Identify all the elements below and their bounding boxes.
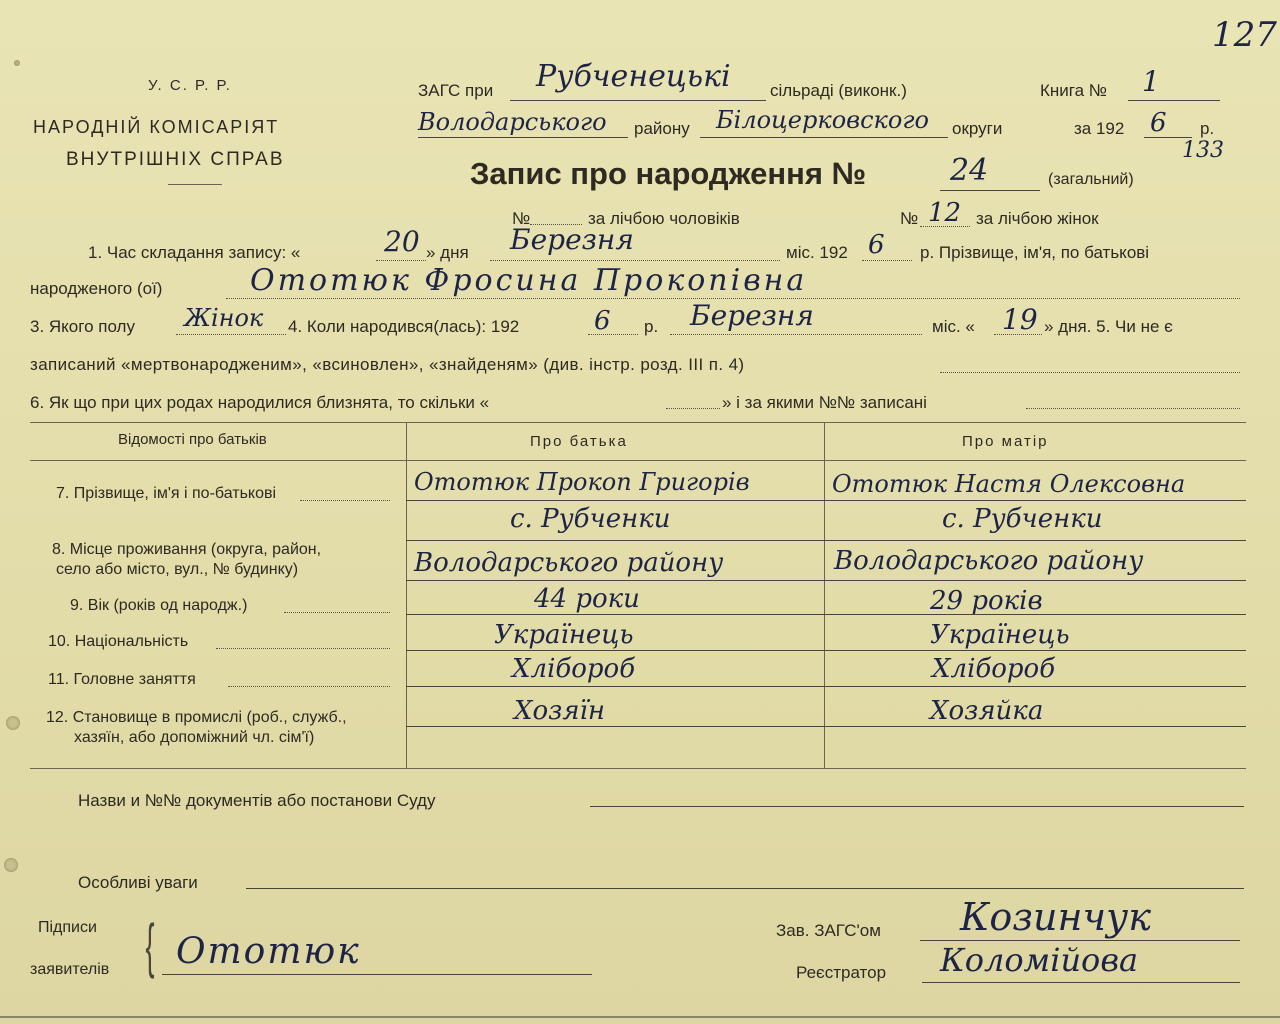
father-name-handwritten: Ототюк Прокоп Григорів xyxy=(414,468,750,496)
registrar-label: Реєстратор xyxy=(796,963,887,982)
female-number-handwritten: 12 xyxy=(928,198,962,228)
row7-label: 7. Прізвище, ім'я і по-батькові xyxy=(56,485,277,502)
field4-r: р. xyxy=(644,317,659,336)
row7-dots xyxy=(300,500,390,501)
record-day-handwritten: 20 xyxy=(384,225,420,258)
field1-label: 1. Час складання запису: « xyxy=(88,243,301,262)
commissariat-line1: НАРОДНІЙ КОМІСАРІЯТ xyxy=(33,117,280,137)
book-number-handwritten: 1 xyxy=(1142,65,1160,98)
header-divider xyxy=(168,184,222,185)
table-col-divider xyxy=(406,422,407,768)
birth-year-handwritten: 6 xyxy=(594,306,611,336)
notes-underline xyxy=(246,888,1244,889)
record-number-underline xyxy=(940,190,1040,191)
field1-tail: р. Прізвище, ім'я, по батькові xyxy=(920,243,1150,262)
mother-name-handwritten: Ототюк Настя Олексовна xyxy=(832,470,1186,498)
female-no-dots xyxy=(920,226,970,227)
punch-hole xyxy=(6,716,20,730)
book-no-underline xyxy=(1128,100,1220,101)
child-name-handwritten: Ототюк Фросина Прокопівна xyxy=(250,263,808,298)
birth-day-handwritten: 19 xyxy=(1002,303,1038,336)
district-underline xyxy=(418,137,628,138)
row9-rule xyxy=(406,614,1246,615)
head-signature: Козинчук xyxy=(960,895,1151,939)
male-count-label: за лічбою чоловіків xyxy=(588,209,740,228)
field4-month-dots xyxy=(670,334,922,335)
declarant-underline xyxy=(162,974,592,975)
table-top-rule xyxy=(30,422,1246,423)
year-suffix: р. xyxy=(1200,119,1215,138)
declarant-signature: Ототюк xyxy=(176,931,361,972)
general-label: (загальний) xyxy=(1048,171,1134,188)
punch-hole xyxy=(14,60,20,66)
year-digit-handwritten: 6 xyxy=(1150,108,1167,138)
registrar-underline xyxy=(922,982,1240,983)
father-age-handwritten: 44 роки xyxy=(534,584,640,614)
father-occupation-handwritten: Хлібороб xyxy=(512,654,636,684)
record-number-handwritten: 24 xyxy=(950,153,989,188)
father-nationality-handwritten: Українець xyxy=(494,620,634,650)
field6-tail: » і за якими №№ записані xyxy=(722,393,927,412)
field1-month-dots xyxy=(490,260,780,261)
table-header-rule xyxy=(30,460,1246,461)
table-header-mother: Про матір xyxy=(962,433,1049,450)
row12-label2: хазяїн, або допоміжний чл. сім'ї) xyxy=(74,729,315,746)
male-no-label: № xyxy=(512,209,531,228)
row11-label: 11. Головне заняття xyxy=(48,671,196,688)
mother-nationality-handwritten: Українець xyxy=(930,620,1070,650)
mother-occupation-handwritten: Хлібороб xyxy=(932,654,1056,684)
female-no-label: № xyxy=(900,209,919,228)
documents-underline xyxy=(590,806,1244,807)
year-label: за 192 xyxy=(1074,119,1125,138)
row8-rule-b xyxy=(406,580,1246,581)
field6-label: 6. Як що при цих родах народилися близнята, то скільки « xyxy=(30,393,490,412)
okruha-handwritten: Білоцерковского xyxy=(716,106,929,134)
row11-dots xyxy=(228,686,390,687)
record-year-handwritten: 6 xyxy=(868,230,885,260)
row8-label2: село або місто, вул., № будинку) xyxy=(56,561,299,578)
row10-label: 10. Національність xyxy=(48,633,189,650)
signatures-label: Підписи xyxy=(38,919,97,936)
row11-rule xyxy=(406,686,1246,687)
zags-label: ЗАГС при xyxy=(418,81,494,100)
table-col-divider xyxy=(824,422,825,768)
book-label: Книга № xyxy=(1040,81,1108,100)
row8-label: 8. Місце проживання (округа, район, xyxy=(52,541,322,558)
female-count-label: за лічбою жінок xyxy=(976,209,1099,228)
field2-label: народженого (ої) xyxy=(30,279,163,298)
row12-rule xyxy=(406,726,1246,727)
table-bottom-rule xyxy=(30,768,1246,769)
okruha-underline xyxy=(700,137,948,138)
field4-label: 4. Коли народився(лась): 192 xyxy=(288,317,520,336)
field5-line2: записаний «мертвонародженим», «всиновлен», «знайденям» (див. інстр. розд. III п. 4) xyxy=(30,355,745,374)
field3-dots xyxy=(176,334,286,335)
field1-day-dots xyxy=(376,260,426,261)
district-label: району xyxy=(634,119,690,138)
field5-dots xyxy=(940,372,1240,373)
field4-year-dots xyxy=(588,334,638,335)
field4-day-dots xyxy=(994,334,1042,335)
notes-label: Особливі уваги xyxy=(78,873,198,892)
field6-count-dots xyxy=(666,408,720,409)
table-header-parents: Відомості про батьків xyxy=(118,431,267,448)
table-header-father: Про батька xyxy=(530,433,628,450)
father-status-handwritten: Хозяїн xyxy=(514,696,605,726)
row10-rule xyxy=(406,650,1246,651)
field1-mid: » дня xyxy=(426,243,469,262)
row10-dots xyxy=(216,648,390,649)
okruha-label: округи xyxy=(952,119,1003,138)
birth-month-handwritten: Березня xyxy=(690,299,814,332)
silradi-label: сільраді (виконк.) xyxy=(770,81,907,100)
row7-rule xyxy=(406,500,1246,501)
mother-age-handwritten: 29 років xyxy=(930,586,1043,616)
mother-village-handwritten: с. Рубченки xyxy=(942,504,1103,534)
field1-year-dots xyxy=(862,260,912,261)
village-council-handwritten: Рубченецькі xyxy=(536,59,731,94)
father-village-handwritten: с. Рубченки xyxy=(510,504,671,534)
row8-rule-a xyxy=(406,540,1246,541)
document-title: Запис про народження № xyxy=(470,156,867,191)
mother-district-handwritten: Володарського району xyxy=(834,546,1144,576)
punch-hole xyxy=(4,858,18,872)
extra-number-handwritten: 133 xyxy=(1182,138,1224,163)
mother-status-handwritten: Хозяйка xyxy=(930,696,1044,726)
signatures-brace: { xyxy=(145,912,155,979)
field3-label: 3. Якого полу xyxy=(30,317,135,336)
record-month-handwritten: Березня xyxy=(510,223,634,256)
page-number: 127 xyxy=(1212,15,1277,55)
field6-dots xyxy=(1026,408,1240,409)
documents-label: Назви и №№ документів або постанови Суду xyxy=(78,791,436,810)
village-council-underline xyxy=(510,100,766,101)
page-bottom-edge xyxy=(0,1016,1280,1018)
ussr-label: У. С. Р. Р. xyxy=(148,77,232,94)
registrar-signature: Коломійова xyxy=(940,941,1139,979)
signatures-label2: заявителів xyxy=(30,961,110,978)
row9-label: 9. Вік (років од народж.) xyxy=(70,597,248,614)
row12-label: 12. Становище в промислі (роб., служб., xyxy=(46,709,347,726)
field4-mis: міс. « xyxy=(932,317,975,336)
field1-mis: міс. 192 xyxy=(786,243,848,262)
commissariat-line2: ВНУТРІШНІХ СПРАВ xyxy=(66,149,285,170)
head-label: Зав. ЗАГС'ом xyxy=(776,921,881,940)
row9-dots xyxy=(284,612,390,613)
district-handwritten: Володарського xyxy=(418,108,607,136)
father-district-handwritten: Володарського району xyxy=(414,548,724,578)
field4-tail: » дня. 5. Чи не є xyxy=(1044,317,1173,336)
child-sex-handwritten: Жінок xyxy=(184,304,264,332)
